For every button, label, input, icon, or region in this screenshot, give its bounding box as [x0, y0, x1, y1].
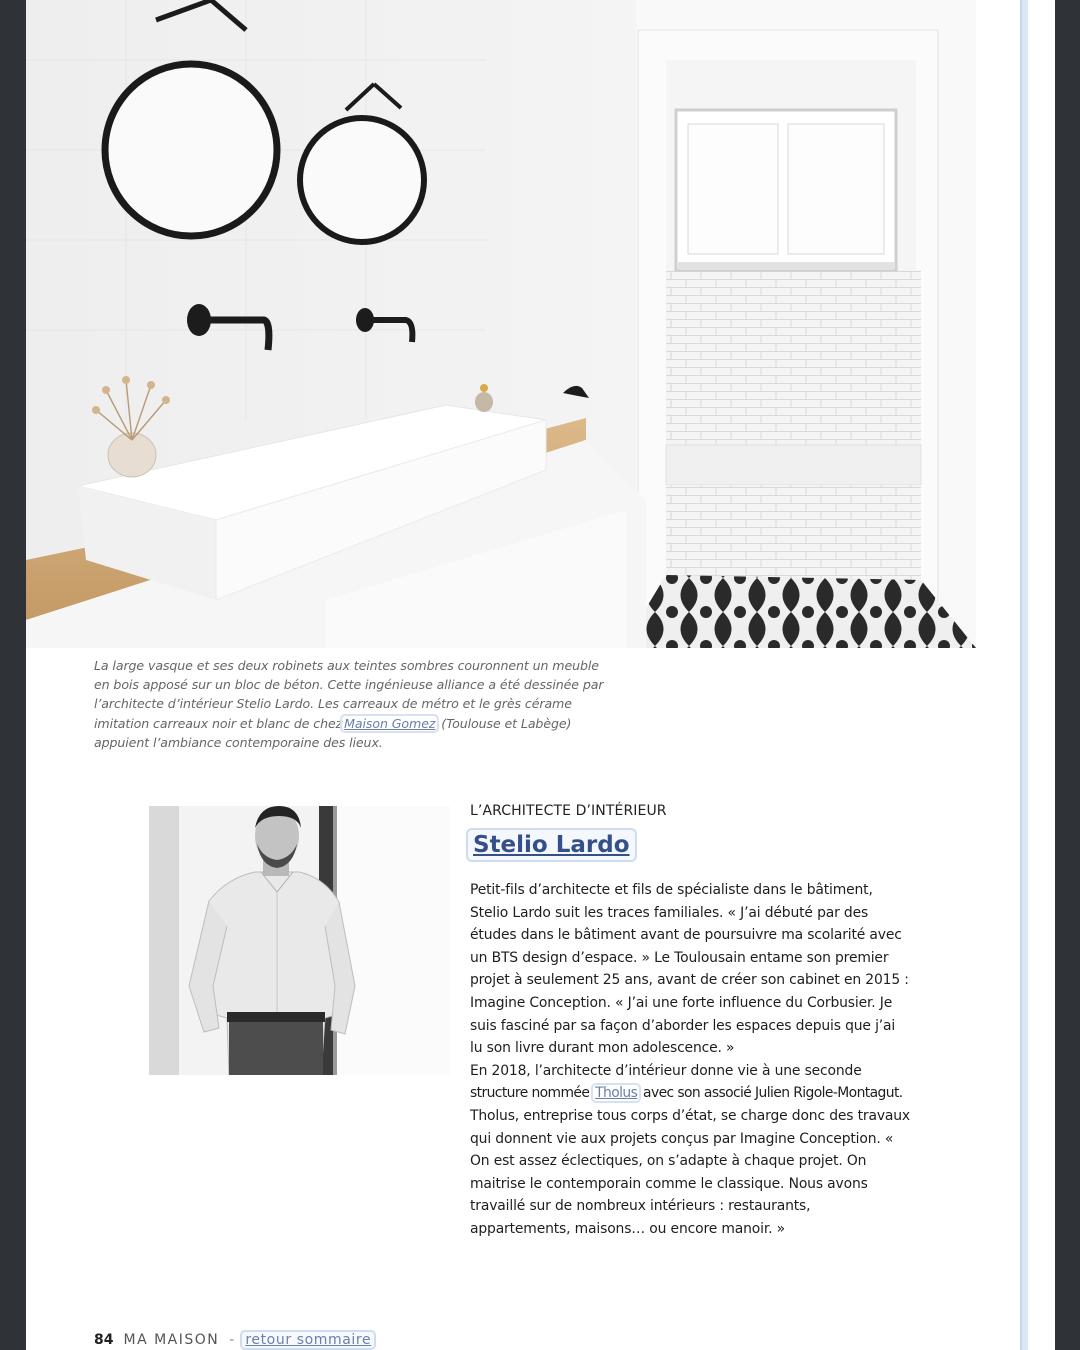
- article-paragraph-2: [470, 1060, 910, 1241]
- article-body: [470, 879, 910, 1241]
- magazine-page: [26, 0, 1028, 1350]
- architect-portrait: [149, 806, 450, 1075]
- architect-name-link[interactable]: Stelio Lardo: [466, 828, 637, 862]
- paragraph-2-text-after-link: avec son associé Julien Rigole-Montagut.: [639, 1085, 903, 1102]
- paragraph-2-text: structure nommée: [470, 1085, 594, 1102]
- page-footer: [94, 1332, 376, 1348]
- article-paragraph-1: Petit-fils d’architecte et fils de spécialiste dans le bâtiment, Stelio Lardo suit les traces familiales. « J’ai débuté par des études dans le bâtiment avant de poursuivre ma scolarité avec un BTS design d’espace. » Le Toulousain entame son premier projet à seulement 25 ans, avant de créer son cabinet en 2015 : Imagine Conception. « J’ai une forte influence du Corbusier. Je suis fasciné par sa façon d’aborder les espaces depuis que j’ai lu son livre durant mon adolescence. »: [470, 882, 909, 1057]
- viewer-gutter: [1028, 0, 1055, 1350]
- back-to-contents-link[interactable]: retour sommaire: [240, 1330, 376, 1350]
- paragraph-2-rest: Tholus, entreprise tous corps d’état, se charge donc des travaux qui donnent vie aux projets conçus par Imagine Conception. « On est assez éclectiques, on s’adapte à chaque projet. On maitrise le contemporain comme le classique. Nous avons travaillé sur de nombreux intérieurs : restaurants, appartements, maisons… ou encore manoir. »: [470, 1107, 910, 1237]
- magazine-name: MA MAISON: [123, 1332, 220, 1348]
- caption-text-end: (Toulouse et Labège) appuient l’ambiance contemporaine des lieux.: [94, 715, 572, 750]
- tholus-link[interactable]: Tholus: [595, 1085, 638, 1102]
- paragraph-2-line-1: En 2018, l’architecte d’intérieur donne vie à une seconde: [470, 1062, 862, 1079]
- maison-gomez-link[interactable]: Maison Gomez: [344, 715, 436, 731]
- footer-separator: -: [229, 1332, 235, 1348]
- photo-caption: [94, 656, 609, 752]
- page-edge: [1020, 0, 1028, 1350]
- page-number: 84: [94, 1332, 114, 1348]
- caption-text: La large vasque et ses deux robinets aux teintes sombres couronnent un meuble en bois apposé sur un bloc de béton. Cette ingénieuse alliance a été dessinée par l’architecte d’intérieur Stelio Lardo. Les carreaux de métro et le grès cérame imitation carreaux noir et blanc de chez: [94, 658, 604, 731]
- article-kicker: L’ARCHITECTE D’INTÉRIEUR: [470, 803, 667, 819]
- bathroom-photo: [26, 0, 976, 648]
